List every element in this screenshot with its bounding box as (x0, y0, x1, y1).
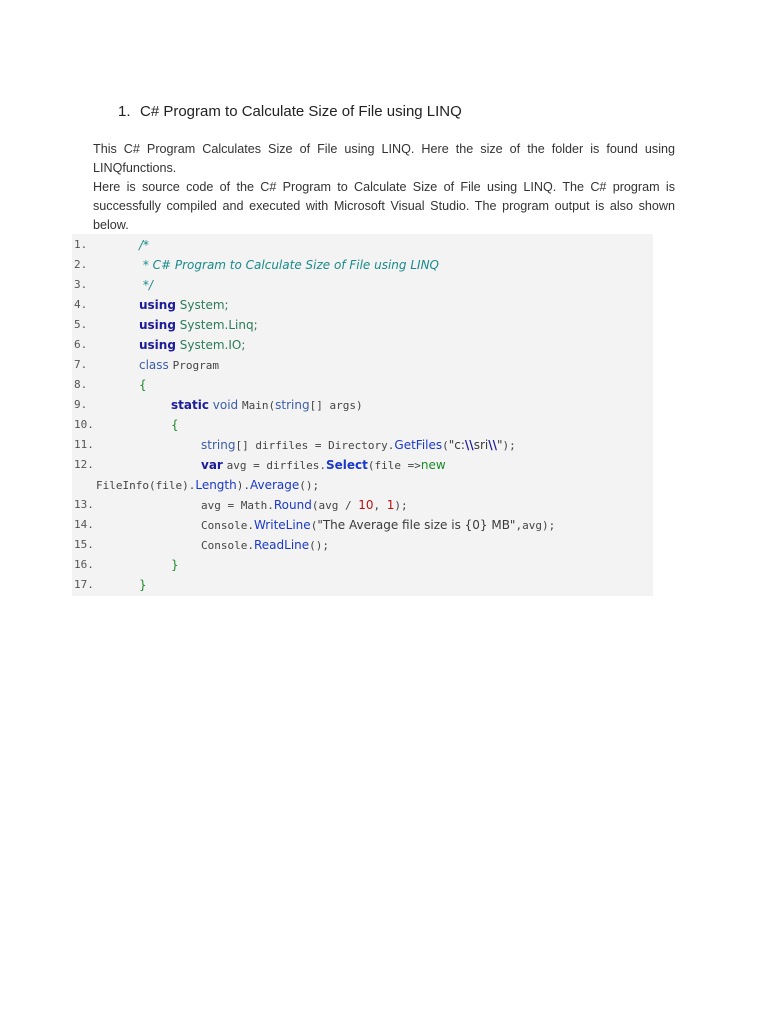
code-text (96, 475, 319, 496)
args: [] args) (309, 399, 363, 412)
escape: \\ (464, 438, 474, 452)
code-text (171, 395, 363, 416)
class-name: Program (172, 359, 219, 372)
method-call: Round (273, 498, 312, 512)
keyword: void (212, 398, 239, 412)
brace: } (139, 578, 147, 592)
code-text (201, 535, 329, 556)
code-fragment: (file => (367, 459, 421, 472)
namespace: System.IO; (179, 338, 246, 352)
keyword: using (139, 338, 176, 352)
method-call: GetFiles (394, 438, 443, 452)
type: string (201, 438, 236, 452)
string-literal: " (496, 438, 503, 452)
code-fragment: Console. (201, 539, 254, 552)
keyword: using (139, 298, 176, 312)
code-fragment: (); (299, 479, 320, 492)
line-number: 8. (74, 378, 88, 391)
brace: { (171, 418, 179, 432)
brace: { (139, 378, 147, 392)
code-fragment: Console. (201, 519, 254, 532)
line-number: 7. (74, 358, 88, 371)
method-call: Select (326, 458, 368, 472)
code-text (201, 435, 516, 456)
keyword: class (139, 358, 169, 372)
line-number: 2. (74, 258, 88, 271)
escape: \\ (488, 438, 497, 452)
code-fragment: ,avg); (515, 519, 556, 532)
code-fragment: (); (309, 539, 330, 552)
code-text (201, 455, 446, 476)
string-literal: "The Average file size is {0} MB" (317, 518, 516, 532)
code-text (201, 515, 555, 536)
code-fragment: ). (236, 479, 250, 492)
keyword: var (201, 458, 223, 472)
string-literal: "c: (448, 438, 465, 452)
code-fragment: ); (394, 499, 408, 512)
line-number: 13. (74, 498, 94, 511)
code-fragment: ( (310, 519, 318, 532)
keyword: using (139, 318, 176, 332)
line-number: 10. (74, 418, 94, 431)
line-number: 6. (74, 338, 88, 351)
intro-paragraph-2: Here is source code of the C# Program to Calculate Size of File using LINQ. The C# program is successfully compiled and executed with Microsoft Visual Studio. The program output is also shown below. (93, 180, 675, 232)
code-fragment: , (373, 499, 387, 512)
method-call: ReadLine (253, 538, 310, 552)
code-fragment: avg = Math. (201, 499, 274, 512)
heading-title: C# Program to Calculate Size of File using LINQ (140, 103, 462, 120)
number-literal: 10 (358, 498, 374, 512)
brace: } (171, 558, 179, 572)
method-call: WriteLine (253, 518, 311, 532)
heading-number: 1. (118, 103, 131, 120)
code-fragment: ( (442, 439, 449, 452)
code-fragment: [] dirfiles = Directory. (235, 439, 395, 452)
method-call: Average (249, 478, 300, 492)
keyword: new (420, 458, 446, 472)
code-text (201, 495, 408, 516)
line-number: 3. (74, 278, 88, 291)
comment-open: /* (139, 238, 150, 252)
code-text (139, 295, 229, 315)
code-text (139, 315, 258, 335)
intro-paragraph-1: This C# Program Calculates Size of File using LINQ. Here the size of the folder is found using LINQfunctions. (93, 142, 675, 175)
line-number: 12. (74, 458, 94, 471)
line-number: 1. (74, 238, 88, 251)
namespace: System; (179, 298, 229, 312)
code-block (72, 234, 653, 596)
line-number: 14. (74, 518, 94, 531)
code-text (139, 335, 245, 355)
code-fragment: avg = dirfiles. (226, 459, 327, 472)
code-fragment: (avg / (311, 499, 359, 512)
section-heading (118, 103, 462, 120)
line-number: 9. (74, 398, 88, 411)
string-literal: sri (473, 438, 489, 452)
line-number: 4. (74, 298, 88, 311)
comment-text: * C# Program to Calculate Size of File using LINQ (139, 258, 439, 272)
code-fragment: ); (502, 439, 516, 452)
code-text (139, 355, 219, 376)
line-number: 16. (74, 558, 94, 571)
namespace: System.Linq; (179, 318, 258, 332)
line-number: 11. (74, 438, 94, 451)
keyword: static (171, 398, 209, 412)
number-literal: 1 (386, 498, 395, 512)
type: string (275, 398, 310, 412)
comment-close: */ (139, 278, 153, 292)
code-fragment: FileInfo(file). (96, 479, 196, 492)
method-name: Main( (242, 399, 276, 412)
line-number: 17. (74, 578, 94, 591)
line-number: 5. (74, 318, 88, 331)
property: Length (195, 478, 237, 492)
line-number: 15. (74, 538, 94, 551)
